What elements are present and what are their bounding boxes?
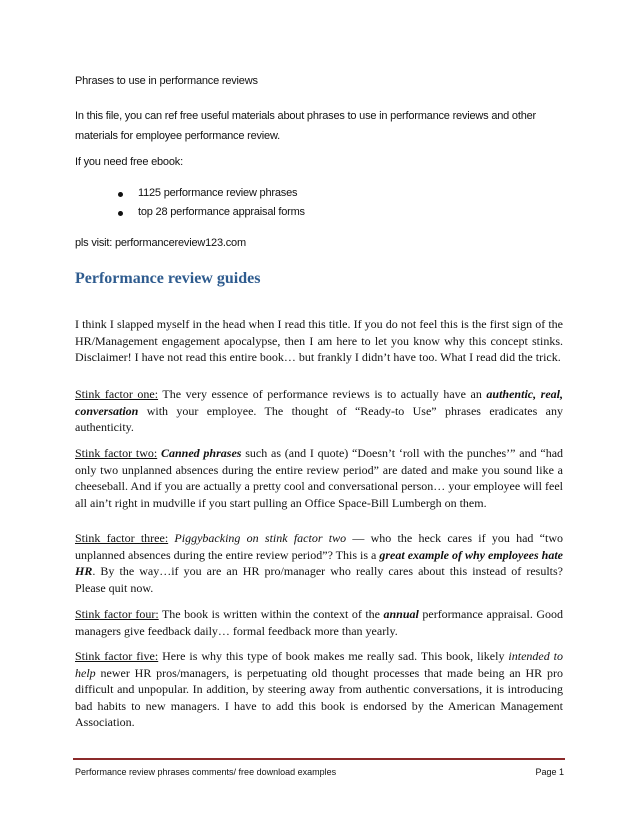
ebook-prompt: If you need free ebook:	[75, 156, 183, 168]
intro-title: Phrases to use in performance reviews	[75, 75, 258, 87]
stink-factor-label: Stink factor five:	[75, 649, 159, 663]
stink-factor-label: Stink factor two:	[75, 446, 158, 460]
paragraph-stink-two: Stink factor two: Canned phrases such as (and I quote) “Doesn’t ‘roll with the punches’” and “had only two unplanned absences during the entire review period” are dated and make you sound like a cheeseball. And if you are actually a pretty cool and conversational person… your employee will feel all ain’t right in mudville if you start pulling an Office Space-Bill Lumbergh on them.	[75, 446, 564, 510]
emphasis-text: Canned phrases	[160, 446, 242, 460]
stink-factor-label: Stink factor four:	[75, 607, 159, 621]
paragraph-stink-three: Stink factor three: Piggybacking on stink factor two — who the heck cares if you had “two unplanned absences during the entire review period”? This is a great example of why employees hate HR. By the way…if you are an HR pro/manager who really cares about this instead of results? Please quit now.	[75, 531, 564, 595]
list-item-label: top 28 performance appraisal forms	[138, 206, 305, 218]
page-number: Page 1	[535, 767, 564, 777]
bullet-icon	[118, 192, 123, 197]
footer-divider	[73, 758, 565, 760]
bullet-icon	[118, 211, 123, 216]
italic-text: intended to help	[75, 649, 564, 680]
ebook-list	[118, 187, 305, 225]
paragraph-stink-four: Stink factor four: The book is written within the context of the annual performance appraisal. Good managers give feedback daily… formal feedback more than yearly.	[75, 607, 563, 638]
list-item-label: 1125 performance review phrases	[138, 187, 298, 199]
section-heading: Performance review guides	[75, 270, 261, 287]
paragraph-stink-five: Stink factor five: Here is why this type of book makes me really sad. This book, likely intended to help newer HR pros/managers, is perpetuating old thought processes that made being an HR pro difficult and unpopular. In addition, by steering away from authentic conversations, it is introducing bad habits to new managers. I have to add this book is endorsed by the American Management Association.	[75, 649, 564, 729]
footer-text: Performance review phrases comments/ free download examples	[75, 767, 337, 777]
list-item	[118, 206, 305, 225]
intro-description: In this file, you can ref free useful materials about phrases to use in performance reviews and other materials for employee performance review.	[75, 110, 536, 142]
emphasis-text: annual	[383, 607, 419, 621]
emphasis-text: great example of why employees hate HR	[75, 547, 563, 578]
paragraph-intro: I think I slapped myself in the head when I read this title. If you do not feel this is the first sign of the HR/Management engagement apocalypse, then I am here to let you know why this concept stinks. Disclaimer! I have not read this entire book… but frankly I didn’t have too. What I read did the trick.	[75, 317, 563, 364]
stink-factor-label: Stink factor one:	[75, 387, 159, 401]
stink-factor-label: Stink factor three:	[75, 531, 169, 545]
visit-line: pls visit: performancereview123.com	[75, 237, 246, 249]
paragraph-stink-one: Stink factor one: The very essence of performance reviews is to actually have an authentic, real, conversation with your employee. The thought of “Ready-to Use” phrases eradicates any authenticity.	[75, 387, 563, 434]
list-item	[118, 187, 305, 206]
italic-text: Piggybacking on stink factor two	[174, 531, 347, 545]
emphasis-text: authentic, real, conversation	[75, 387, 563, 418]
